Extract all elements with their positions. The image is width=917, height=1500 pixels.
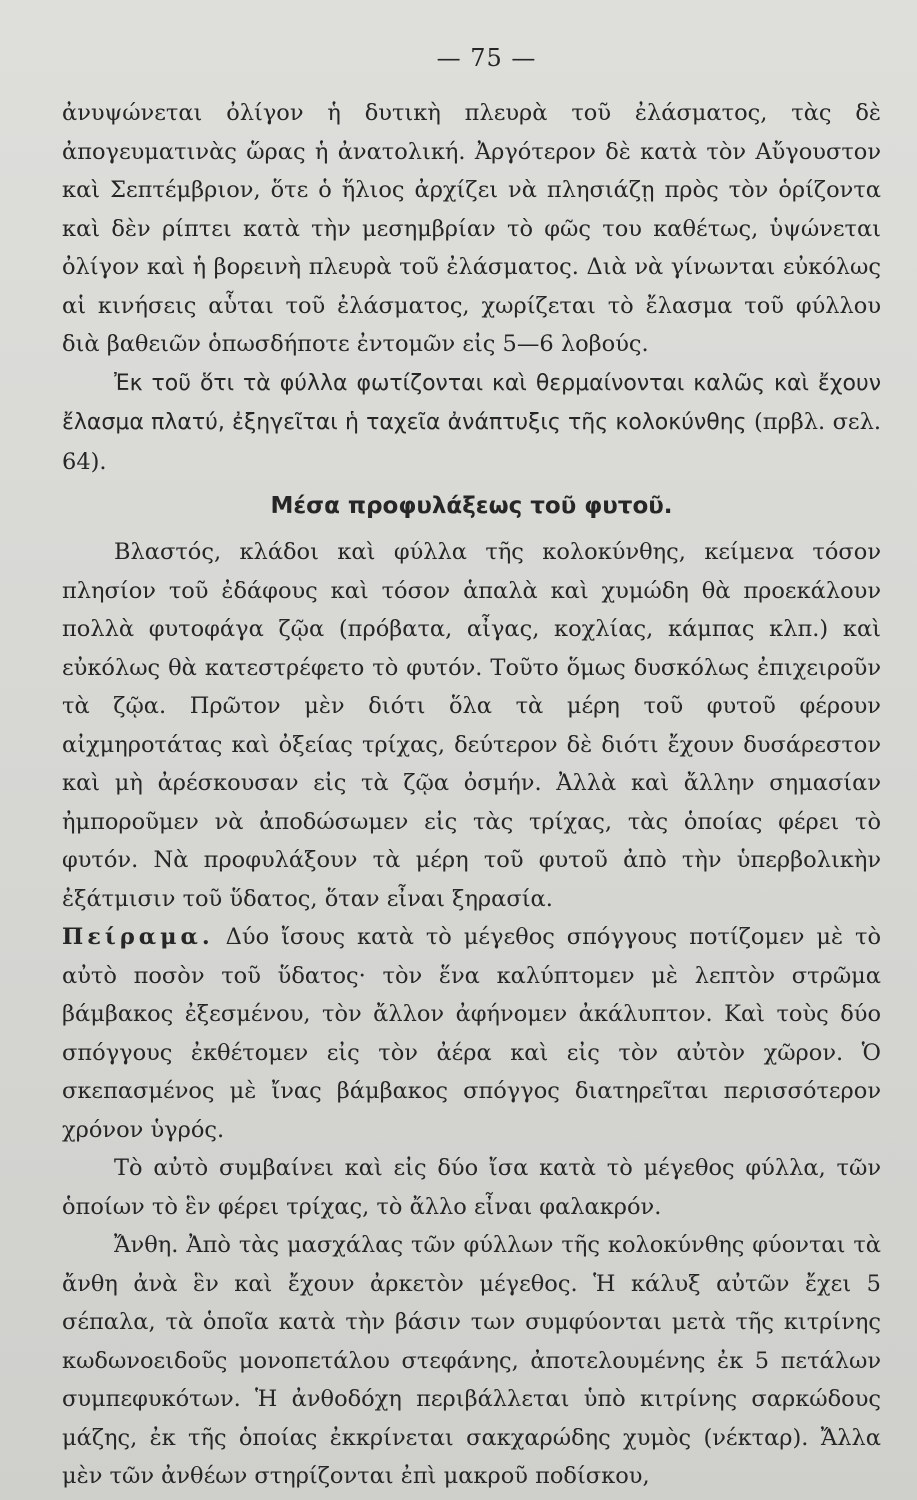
- paragraph-hairy-leaves: Τὸ αὐτὸ συμβαίνει καὶ εἰς δύο ἴσα κατὰ τὸ μέγεθος φύλλα, τῶν ὁποίων τὸ ἓν φέρει τρίχας, τὸ ἄλλο εἶναι φαλακρόν.: [62, 1155, 881, 1220]
- page-number: — 75 —: [436, 44, 537, 72]
- paragraph-growth-reference: (πρβλ. σελ. 64).: [62, 409, 882, 475]
- experiment-text: Δύο ἴσους κατὰ τὸ μέγεθος σπόγγους ποτίζομεν μὲ τὸ αὐτὸ ποσὸν τοῦ ὕδατος· τὸν ἕνα καλύπτομεν μὲ λεπτὸν στρῶμα βάμβακος ἐξεσμένου, τὸν ἄλλον ἀφήνομεν ἀκάλυπτον. Καὶ τοὺς δύο σπόγγους ἐκθέτομεν εἰς τὸν ἀέρα καὶ εἰς τὸν αὐτὸν χῶρον. Ὁ σκεπασμένος μὲ ἴνας βάμβακος σπόγγος διατηρεῖται περισσότερον χρόνον ὑγρός.: [62, 924, 881, 1143]
- paragraph-protection: Βλαστός, κλάδοι καὶ φύλλα τῆς κολοκύνθης, κείμενα τόσον πλησίον τοῦ ἐδάφους καὶ τόσον ἁπαλὰ καὶ χυμώδη θὰ προεκάλουν πολλὰ φυτοφάγα ζῷα (πρόβατα, αἶγας, κοχλίας, κάμπας κλπ.) καὶ εὐκόλως θὰ κατεστρέφετο τὸ φυτόν. Τοῦτο ὅμως δυσκόλως ἐπιχειροῦν τὰ ζῷα. Πρῶτον μὲν διότι ὅλα τὰ μέρη τοῦ φυτοῦ φέρουν αἰχμηροτάτας καὶ ὀξείας τρίχας, δεύτερον δὲ διότι ἔχουν δυσάρεστον καὶ μὴ ἀρέσκουσαν εἰς τὰ ζῷα ὀσμήν. Ἀλλὰ καὶ ἄλλην σημασίαν ἠμποροῦμεν νὰ ἀποδώσωμεν εἰς τὰς τρίχας, τὰς ὁποίας φέρει τὸ φυτόν. Νὰ προφυλάξουν τὰ μέρη τοῦ φυτοῦ ἀπὸ τὴν ὑπερβολικὴν ἐξάτμισιν τοῦ ὕδατος, ὅταν εἶναι ξηρασία.: [62, 539, 881, 912]
- paragraph-flowers: Ἄνθη. Ἀπὸ τὰς μασχάλας τῶν φύλλων τῆς κολοκύνθης φύονται τὰ ἄνθη ἀνὰ ἓν καὶ ἔχουν ἀρκετὸν μέγεθος. Ἡ κάλυξ αὐτῶν ἔχει 5 σέπαλα, τὰ ὁποῖα κατὰ τὴν βάσιν των συμφύονται μετὰ τῆς κιτρίνης κωδωνοειδοῦς μονοπετάλου στεφάνης, ἀποτελουμένης ἐκ 5 πετάλων συμπεφυκότων. Ἡ ἀνθοδόχη περιβάλλεται ὑπὸ κιτρίνης σαρκώδους μάζης, ἐκ τῆς ὁποίας ἐκκρίνεται σακχαρώδης χυμὸς (νέκταρ). Ἄλλα μὲν τῶν ἀνθέων στηρίζονται ἐπὶ μακροῦ ποδίσκου,: [62, 1232, 881, 1489]
- paragraph-growth-text: Ἐκ τοῦ ὅτι τὰ φύλλα φωτίζονται καὶ θερμαίνονται καλῶς καὶ ἔχουν ἔλασμα πλατύ, ἐξηγεῖται ἡ ταχεῖα ἀνάπτυξις τῆς κολοκύνθης: [62, 370, 881, 435]
- paragraph-experiment: [62, 918, 881, 1149]
- experiment-label: Πείραμα.: [62, 924, 214, 950]
- paragraph-leaf-movement: ἀνυψώνεται ὀλίγον ἡ δυτικὴ πλευρὰ τοῦ ἐλάσματος, τὰς δὲ ἀπογευματινὰς ὥρας ἡ ἀνατολική. Ἀργότερον δὲ κατὰ τὸν Αὔγουστον καὶ Σεπτέμβριον, ὅτε ὁ ἥλιος ἀρχίζει νὰ πλησιάζῃ πρὸς τὸν ὁρίζοντα καὶ δὲν ρίπτει κατὰ τὴν μεσημβρίαν τὸ φῶς του καθέτως, ὑψώνεται ὀλίγον καὶ ἡ βορεινὴ πλευρὰ τοῦ ἐλάσματος. Διὰ νὰ γίνωνται εὐκόλως αἱ κινήσεις αὗται τοῦ ἐλάσματος, χωρίζεται τὸ ἔλασμα τοῦ φύλλου διὰ βαθειῶν ὁπωσδήποτε ἐντομῶν εἰς 5—6 λοβούς.: [62, 100, 881, 357]
- section-heading: Μέσα προφυλάξεως τοῦ φυτοῦ.: [270, 493, 673, 519]
- paragraph-growth: [62, 364, 881, 482]
